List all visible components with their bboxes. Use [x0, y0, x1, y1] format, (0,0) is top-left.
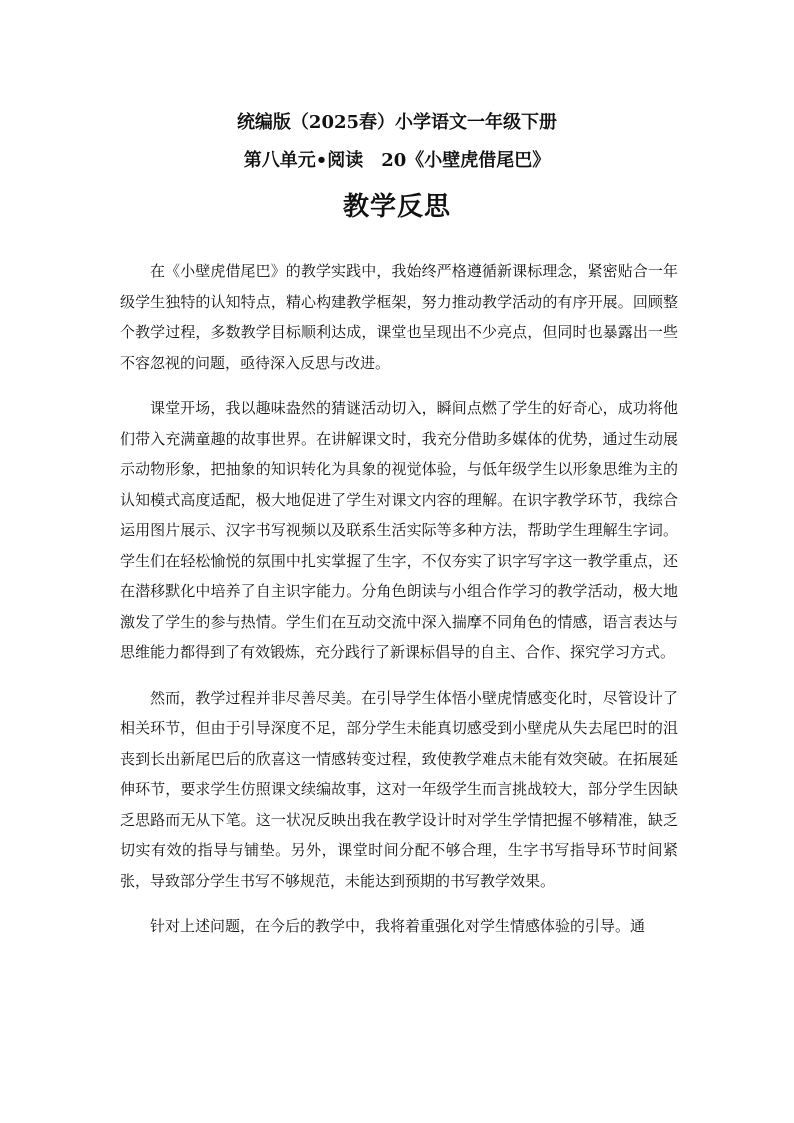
document-subtitle: 统编版（2025春）小学语文一年级下册	[236, 112, 558, 133]
lesson-title: 第八单元•阅读 20《小壁虎借尾巴》	[243, 150, 551, 171]
page-title: 教学反思	[342, 192, 451, 222]
body-text	[120, 256, 678, 957]
paragraph-4: 针对上述问题，在今后的教学中，我将着重强化对学生情感体验的引导。通	[150, 917, 646, 935]
paragraph-1: 在《小壁虎借尾巴》的教学实践中，我始终严格遵循新课标理念，紧密贴合一年级学生独特的认知特点，精心构建教学框架，努力推动教学活动的有序开展。回顾整个教学过程，多数教学目标顺利达成，课堂也呈现出不少亮点，但同时也暴露出一些不容忽视的问题，亟待深入反思与改进。	[120, 262, 678, 372]
paragraph-2: 课堂开场，我以趣味盎然的猜谜活动切入，瞬间点燃了学生的好奇心，成功将他们带入充满童趣的故事世界。在讲解课文时，我充分借助多媒体的优势，通过生动展示动物形象，把抽象的知识转化为具象的视觉体验，与低年级学生以形象思维为主的认知模式高度适配，极大地促进了学生对课文内容的理解。在识字教学环节，我综合运用图片展示、汉字书写视频以及联系生活实际等多种方法，帮助学生理解生字词。学生们在轻松愉悦的氛围中扎实掌握了生字，不仅夯实了识字写字这一教学重点，还在潜移默化中培养了自主识字能力。分角色朗读与小组合作学习的教学活动，极大地激发了学生的参与热情。学生们在互动交流中深入揣摩不同角色的情感，语言表达与思维能力都得到了有效锻炼，充分践行了新课标倡导的自主、合作、探究学习方式。	[120, 399, 678, 661]
paragraph-3: 然而，教学过程并非尽善尽美。在引导学生体悟小壁虎情感变化时，尽管设计了相关环节，但由于引导深度不足，部分学生未能真切感受到小壁虎从失去尾巴时的沮丧到长出新尾巴后的欣喜这一情感转变过程，致使教学难点未能有效突破。在拓展延伸环节，要求学生仿照课文续编故事，这对一年级学生而言挑战较大，部分学生因缺乏思路而无从下笔。这一状况反映出我在教学设计时对学生学情把握不够精准，缺乏切实有效的指导与铺垫。另外，课堂时间分配不够合理，生字书写指导环节时间紧张，导致部分学生书写不够规范，未能达到预期的书写教学效果。	[120, 688, 678, 890]
